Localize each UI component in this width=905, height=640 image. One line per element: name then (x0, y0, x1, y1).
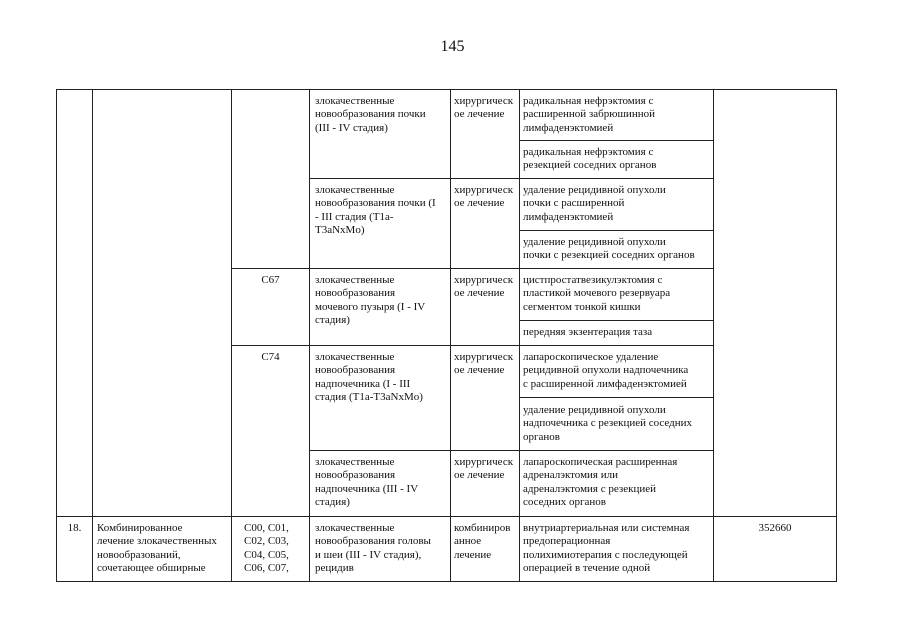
text-line: C04, C05, (244, 548, 289, 561)
text-line: надпочечника (III - IV (315, 482, 419, 495)
method-cell (523, 236, 695, 263)
text-line: (III - IV стадия) (315, 121, 388, 134)
method-cell (523, 456, 677, 509)
text-line: злокачественные (315, 351, 395, 363)
text-line: хирургическ (454, 274, 514, 286)
text-line: C74 (261, 351, 280, 363)
text-line: злокачественные (315, 184, 395, 196)
treatment-cell (454, 274, 513, 301)
text-line: цистпростатвезикулэктомия с (523, 274, 663, 286)
grid-line (519, 320, 713, 321)
grid-line (519, 140, 713, 141)
grid-line (713, 89, 714, 582)
treatment-cell (454, 456, 513, 483)
text-line: сочетающее обширные (97, 561, 206, 574)
code-cell (232, 274, 309, 287)
text-line: ое лечение (454, 197, 505, 210)
text-line: и шеи (III - IV стадия), (315, 548, 422, 561)
diagnosis-cell (315, 274, 425, 327)
text-line: новообразования (315, 287, 396, 300)
text-line: резекцией соседних органов (523, 159, 657, 172)
text-line: адреналэктомия или (523, 469, 619, 482)
text-line: радикальная нефрэктомия с (523, 95, 654, 107)
text-line: адреналэктомия с резекцией (523, 482, 657, 495)
text-line: C67 (261, 274, 280, 286)
text-line: новообразования (315, 469, 396, 482)
method-cell (523, 184, 666, 224)
method-cell (523, 326, 652, 339)
text-line: удаление рецидивной опухоли (523, 184, 666, 196)
text-line: стадия) (315, 313, 350, 326)
grid-line (309, 450, 713, 451)
text-line: Комбинированное (97, 522, 183, 534)
grid-line (56, 89, 837, 90)
text-line: новообразований, (97, 548, 181, 561)
text-line: хирургическ (454, 351, 514, 363)
grid-line (836, 89, 837, 582)
grid-line (231, 345, 713, 346)
text-line: новообразования почки (315, 108, 426, 121)
text-line: C00, C01, (244, 522, 289, 534)
grid-line (231, 268, 713, 269)
text-line: лечение (454, 548, 492, 561)
text-line: стадия (T1a-T3aNxMo) (315, 390, 423, 403)
text-line: 352660 (758, 522, 792, 534)
text-line: рецидивной опухоли надпочечника (523, 364, 689, 377)
page-number: 145 (440, 38, 465, 55)
text-line: ое лечение (454, 108, 505, 121)
treatment-cell (454, 95, 513, 122)
text-line: злокачественные (315, 274, 395, 286)
text-line: лимфаденэктомией (523, 210, 614, 223)
row-number-cell (57, 522, 92, 535)
text-line: злокачественные (315, 522, 395, 534)
grid-line (92, 89, 93, 582)
method-cell (523, 404, 692, 444)
diagnosis-cell (315, 351, 423, 404)
text-line: внутриартериальная или системная (523, 522, 690, 534)
text-line: хирургическ (454, 184, 514, 196)
text-line: ое лечение (454, 364, 505, 377)
text-line: хирургическ (454, 456, 514, 468)
grid-line (56, 89, 57, 582)
text-line: мочевого пузыря (I - IV (315, 300, 426, 313)
text-line: - III стадия (T1a- (315, 210, 394, 223)
text-line: 18. (67, 522, 82, 534)
text-line: C06, C07, (244, 561, 289, 574)
diagnosis-cell (315, 456, 418, 509)
grid-line (56, 516, 837, 517)
text-line: стадия) (315, 495, 350, 508)
text-line: рецидив (315, 561, 354, 574)
grid-line (519, 230, 713, 231)
diagnosis-cell (315, 184, 436, 237)
grid-line (309, 178, 713, 179)
text-line: новообразования почки (I (315, 197, 436, 210)
diagnosis-cell (315, 522, 431, 575)
text-line: расширенной забрюшинной (523, 108, 655, 121)
text-line: злокачественные (315, 456, 395, 468)
text-line: C02, C03, (244, 535, 289, 548)
grid-line (56, 581, 837, 582)
text-line: комбиниров (454, 522, 511, 534)
text-line: ое лечение (454, 287, 505, 300)
treatment-cell (454, 522, 511, 562)
text-line: радикальная нефрэктомия с (523, 146, 654, 158)
text-line: органов (523, 430, 560, 443)
text-line: T3aNxMo) (315, 223, 365, 236)
text-line: новообразования (315, 364, 396, 377)
method-cell (523, 351, 688, 391)
code-cell (244, 522, 289, 575)
text-line: новообразования головы (315, 535, 431, 548)
method-cell (523, 522, 689, 575)
treatment-cell (454, 351, 513, 378)
method-cell (523, 274, 670, 314)
text-line: с расширенной лимфаденэктомией (523, 377, 687, 390)
method-cell (523, 95, 655, 135)
text-line: сегментом тонкой кишки (523, 300, 641, 313)
grid-line (519, 397, 713, 398)
text-line: пластикой мочевого резервуара (523, 287, 671, 300)
code-cell (232, 351, 309, 364)
text-line: полихимиотерапия с последующей (523, 548, 688, 561)
diagnosis-cell (315, 95, 426, 135)
text-line: лимфаденэктомией (523, 121, 614, 134)
text-line: анное (454, 535, 482, 548)
text-line: лапароскопическая расширенная (523, 456, 678, 468)
text-line: злокачественные (315, 95, 395, 107)
text-line: операцией в течение одной (523, 561, 651, 574)
grid-line (231, 89, 232, 582)
method-cell (523, 146, 656, 173)
text-line: соседних органов (523, 495, 607, 508)
text-line: удаление рецидивной опухоли (523, 404, 666, 416)
text-line: удаление рецидивной опухоли (523, 236, 666, 248)
name-cell (97, 522, 217, 575)
text-line: почки с расширенной (523, 197, 625, 210)
grid-line (519, 89, 520, 582)
text-line: передняя экзентерация таза (523, 326, 653, 338)
text-line: почки с резекцией соседних органов (523, 249, 695, 262)
text-line: ое лечение (454, 469, 505, 482)
amount-cell (714, 522, 836, 535)
grid-line (309, 89, 310, 582)
treatment-cell (454, 184, 513, 211)
text-line: лечение злокачественных (97, 535, 217, 548)
text-line: лапароскопическое удаление (523, 351, 659, 363)
text-line: хирургическ (454, 95, 514, 107)
text-line: предоперационная (523, 535, 611, 548)
grid-line (450, 89, 451, 582)
text-line: надпочечника (I - III (315, 377, 411, 390)
text-line: надпочечника с резекцией соседних (523, 417, 693, 430)
